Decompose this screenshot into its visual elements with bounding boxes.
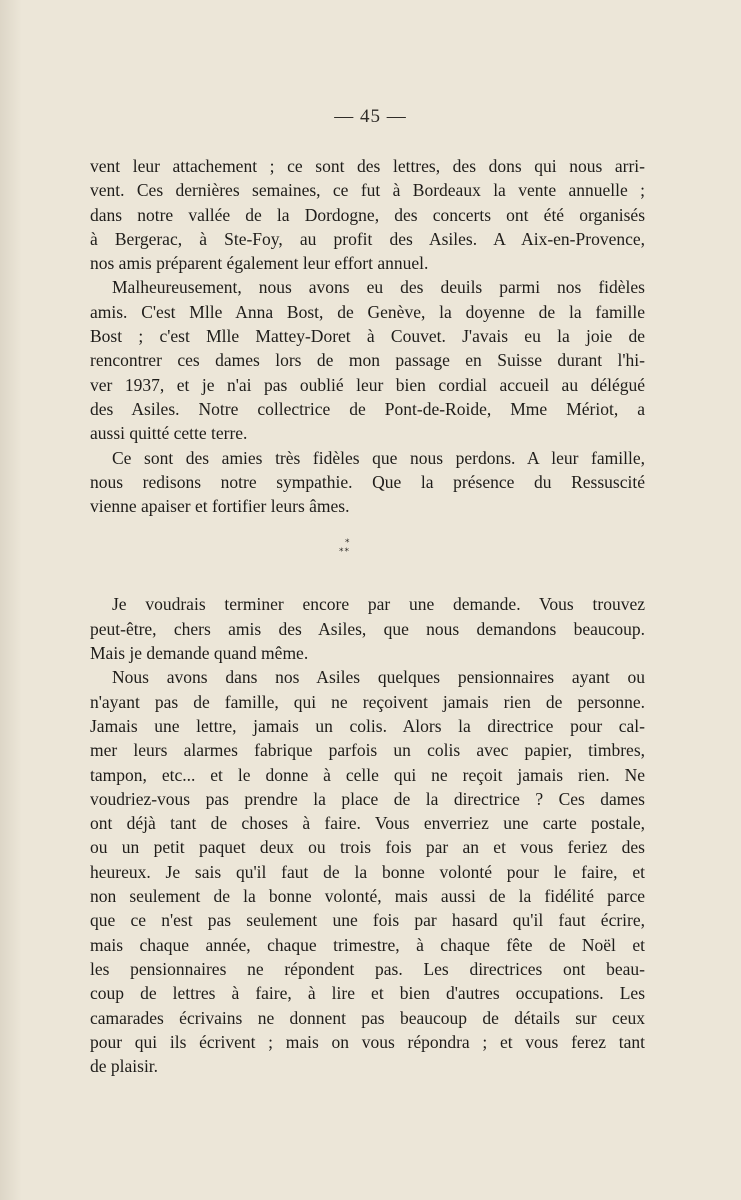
- text-line: voudriez-vous pas prendre la place de la directrice ? Ces dames: [90, 788, 645, 809]
- text-line: vienne apaiser et fortifier leurs âmes.: [90, 496, 350, 517]
- text-line: les pensionnaires ne répondent pas. Les directrices ont beau-: [90, 958, 645, 979]
- text-line: mer leurs alarmes fabrique parfois un colis avec papier, timbres,: [90, 740, 645, 761]
- text-line: Ce sont des amies très fidèles que nous perdons. A leur famille,: [112, 447, 645, 468]
- text-line: ver 1937, et je n'ai pas oublié leur bien cordial accueil au délégué: [90, 374, 645, 395]
- text-line: camarades écrivains ne donnent pas beaucoup de détails sur ceux: [90, 1007, 645, 1028]
- asterism-top: *: [345, 538, 350, 549]
- asterism-separator: [90, 536, 645, 560]
- text-line: ont déjà tant de choses à faire. Vous enverriez une carte postale,: [90, 813, 645, 834]
- text-line: tampon, etc... et le donne à celle qui ne reçoit jamais rien. Ne: [90, 764, 645, 785]
- page-edge-shadow: [0, 0, 22, 1200]
- text-line: non seulement de la bonne volonté, mais aussi de la fidélité parce: [90, 886, 645, 907]
- body-text: [90, 154, 645, 1078]
- text-line: Mais je demande quand même.: [90, 643, 309, 664]
- text-line: nos amis préparent également leur effort annuel.: [90, 253, 429, 274]
- paragraph-group-1: [90, 154, 645, 518]
- text-line: des Asiles. Notre collectrice de Pont-de-Roide, Mme Mériot, a: [90, 398, 645, 419]
- asterism-bottom: **: [339, 547, 350, 558]
- text-line: rencontrer ces dames lors de mon passage en Suisse durant l'hi-: [90, 350, 645, 371]
- text-line: vent. Ces dernières semaines, ce fut à Bordeaux la vente annuelle ;: [90, 180, 645, 201]
- text-line: amis. C'est Mlle Anna Bost, de Genève, la doyenne de la famille: [90, 301, 645, 322]
- text-line: Nous avons dans nos Asiles quelques pensionnaires ayant ou: [112, 667, 645, 688]
- text-line: heureux. Je sais qu'il faut de la bonne volonté pour le faire, et: [90, 861, 645, 882]
- page-number: — 45 —: [334, 106, 407, 127]
- text-line: Jamais une lettre, jamais un colis. Alors la directrice pour cal-: [90, 715, 645, 736]
- paragraph-group-2: [90, 592, 645, 1078]
- text-line: n'ayant pas de famille, qui ne reçoivent jamais rien de personne.: [90, 691, 645, 712]
- text-line: Bost ; c'est Mlle Mattey-Doret à Couvet. J'avais eu la joie de: [90, 326, 645, 347]
- text-line: à Bergerac, à Ste-Foy, au profit des Asiles. A Aix-en-Provence,: [90, 228, 645, 249]
- text-line: dans notre vallée de la Dordogne, des concerts ont été organisés: [90, 204, 645, 225]
- text-line: vent leur attachement ; ce sont des lettres, des dons qui nous arri-: [90, 156, 645, 176]
- text-line: mais chaque année, chaque trimestre, à chaque fête de Noël et: [90, 934, 645, 955]
- text-line: coup de lettres à faire, à lire et bien d'autres occupations. Les: [90, 983, 645, 1004]
- text-line: nous redisons notre sympathie. Que la présence du Ressuscité: [90, 471, 645, 492]
- text-line: peut-être, chers amis des Asiles, que nous demandons beaucoup.: [90, 618, 645, 639]
- text-line: Malheureusement, nous avons eu des deuils parmi nos fidèles: [112, 277, 645, 298]
- text-line: de plaisir.: [90, 1056, 159, 1077]
- text-line: ou un petit paquet deux ou trois fois par an et vous feriez des: [90, 837, 645, 858]
- text-line: pour qui ils écrivent ; mais on vous répondra ; et vous ferez tant: [90, 1031, 645, 1052]
- text-line: Je voudrais terminer encore par une demande. Vous trouvez: [112, 594, 645, 615]
- text-line: aussi quitté cette terre.: [90, 423, 248, 444]
- text-line: que ce n'est pas seulement une fois par hasard qu'il faut écrire,: [90, 910, 645, 931]
